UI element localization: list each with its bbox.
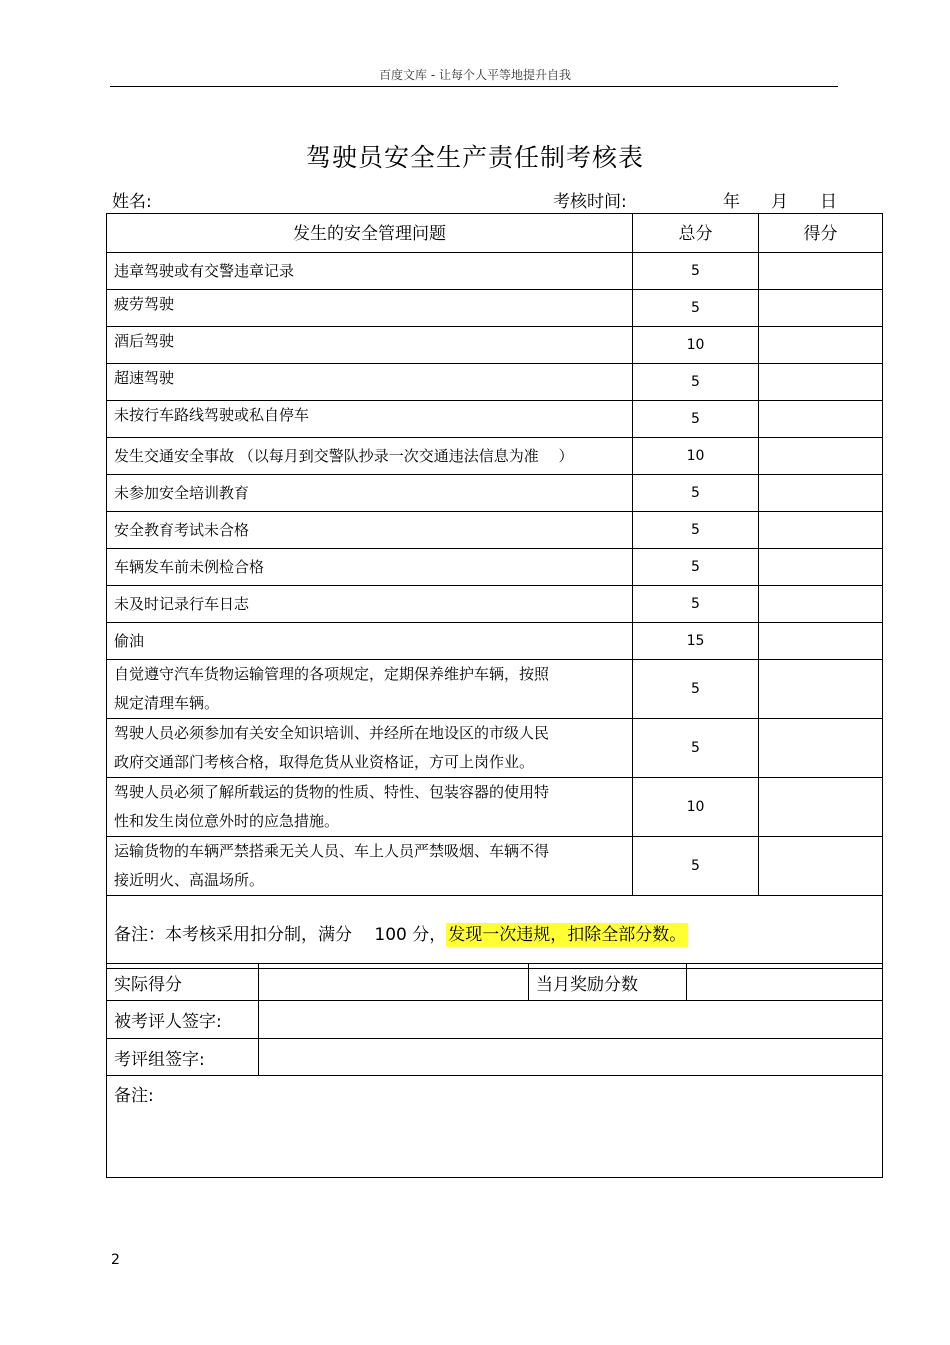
monthly-reward-label: 当月奖励分数 (529, 964, 687, 1001)
issue-cell: 车辆发车前未例检合格 (107, 549, 633, 586)
points-cell: 15 (633, 623, 759, 660)
table-row (107, 586, 883, 623)
issue-line: 政府交通部门考核合格，取得危货从业资格证，方可上岗作业。 (114, 753, 535, 771)
issue-cell: 未参加安全培训教育 (107, 475, 633, 512)
points-cell: 5 (633, 719, 759, 778)
issue-cell: 未及时记录行车日志 (107, 586, 633, 623)
issue-line: 性和发生岗位意外时的应急措施。 (114, 812, 340, 830)
issue-line: 自觉遵守汽车货物运输管理的各项规定，定期保养维护车辆，按照 (114, 665, 550, 683)
actual-score-field[interactable] (259, 964, 529, 1001)
issue-cell (107, 837, 633, 896)
scoring-note-highlight: 发现一次违规，扣除全部分数。 (448, 924, 687, 945)
table-row (107, 401, 883, 438)
scoring-note-row (107, 896, 883, 969)
year-label: 年 (723, 192, 740, 212)
table-row (107, 660, 883, 719)
score-cell[interactable] (759, 364, 883, 401)
score-cell[interactable] (759, 253, 883, 290)
issue-cell: 疲劳驾驶 (107, 290, 633, 327)
points-cell: 5 (633, 660, 759, 719)
issue-cell: 超速驾驶 (107, 364, 633, 401)
issue-cell: 发生交通安全事故 （以每月到交警队抄录一次交通违法信息为准 ） (107, 438, 633, 475)
header-issue: 发生的安全管理问题 (107, 214, 633, 253)
day-label: 日 (820, 192, 837, 212)
score-cell[interactable] (759, 549, 883, 586)
issue-line: 驾驶人员必须参加有关安全知识培训、并经所在地设区的市级人民 (114, 724, 550, 742)
assessee-sign-label: 被考评人签字: (107, 1001, 259, 1039)
score-cell[interactable] (759, 290, 883, 327)
table-row (107, 364, 883, 401)
score-cell[interactable] (759, 837, 883, 896)
issue-line: 规定清理车辆。 (114, 694, 220, 712)
name-label: 姓名: (112, 192, 152, 212)
page-title: 驾驶员安全生产责任制考核表 (305, 143, 644, 172)
signature-table (106, 1000, 883, 1178)
score-cell[interactable] (759, 512, 883, 549)
score-cell[interactable] (759, 623, 883, 660)
score-cell[interactable] (759, 327, 883, 364)
table-row (107, 475, 883, 512)
actual-score-label: 实际得分 (107, 964, 259, 1001)
scoring-note (107, 896, 883, 969)
assessee-sign-field[interactable] (259, 1001, 883, 1039)
issue-cell: 安全教育考试未合格 (107, 512, 633, 549)
table-row (107, 327, 883, 364)
issue-line: 接近明火、高温场所。 (114, 871, 265, 889)
points-cell: 5 (633, 401, 759, 438)
points-cell: 5 (633, 253, 759, 290)
page-number: 2 (111, 1252, 120, 1268)
score-cell[interactable] (759, 660, 883, 719)
points-cell: 10 (633, 778, 759, 837)
issue-line: 运输货物的车辆严禁搭乘无关人员、车上人员严禁吸烟、车辆不得 (114, 842, 550, 860)
month-label: 月 (771, 192, 788, 212)
issue-cell: 违章驾驶或有交警违章记录 (107, 253, 633, 290)
score-cell[interactable] (759, 586, 883, 623)
issue-cell: 偷油 (107, 623, 633, 660)
table-row (107, 438, 883, 475)
points-cell: 5 (633, 549, 759, 586)
table-row (107, 549, 883, 586)
table-row (107, 719, 883, 778)
issue-cell (107, 719, 633, 778)
issue-line: 驾驶人员必须了解所载运的货物的性质、特性、包装容器的使用特 (114, 783, 550, 801)
group-sign-label: 考评组签字: (107, 1039, 259, 1076)
table-row (107, 623, 883, 660)
table-row (107, 290, 883, 327)
table-row (107, 778, 883, 837)
issue-cell: 未按行车路线驾驶或私自停车 (107, 401, 633, 438)
score-cell[interactable] (759, 401, 883, 438)
points-cell: 5 (633, 475, 759, 512)
header-total: 总分 (633, 214, 759, 253)
group-sign-field[interactable] (259, 1039, 883, 1076)
points-cell: 5 (633, 290, 759, 327)
points-cell: 5 (633, 837, 759, 896)
assessment-table (106, 213, 883, 969)
monthly-reward-field[interactable] (687, 964, 883, 1001)
time-label: 考核时间: (553, 192, 627, 212)
score-cell[interactable] (759, 778, 883, 837)
score-cell[interactable] (759, 438, 883, 475)
table-header-row (107, 214, 883, 253)
score-cell[interactable] (759, 719, 883, 778)
table-row (107, 512, 883, 549)
table-row (107, 253, 883, 290)
issue-cell: 酒后驾驶 (107, 327, 633, 364)
points-cell: 5 (633, 512, 759, 549)
issue-cell (107, 660, 633, 719)
scoring-note-text: 备注：本考核采用扣分制，满分 100 分， (114, 924, 447, 945)
table-row (107, 837, 883, 896)
points-cell: 5 (633, 364, 759, 401)
issue-cell (107, 778, 633, 837)
header-score: 得分 (759, 214, 883, 253)
document-header: 百度文库 - 让每个人平等地提升自我 (379, 68, 571, 82)
points-cell: 5 (633, 586, 759, 623)
remarks-cell[interactable] (107, 1076, 883, 1178)
points-cell: 10 (633, 438, 759, 475)
score-cell[interactable] (759, 475, 883, 512)
score-summary-table (106, 963, 883, 1001)
header-rule (110, 86, 838, 87)
remarks-label: 备注: (114, 1086, 154, 1106)
points-cell: 10 (633, 327, 759, 364)
